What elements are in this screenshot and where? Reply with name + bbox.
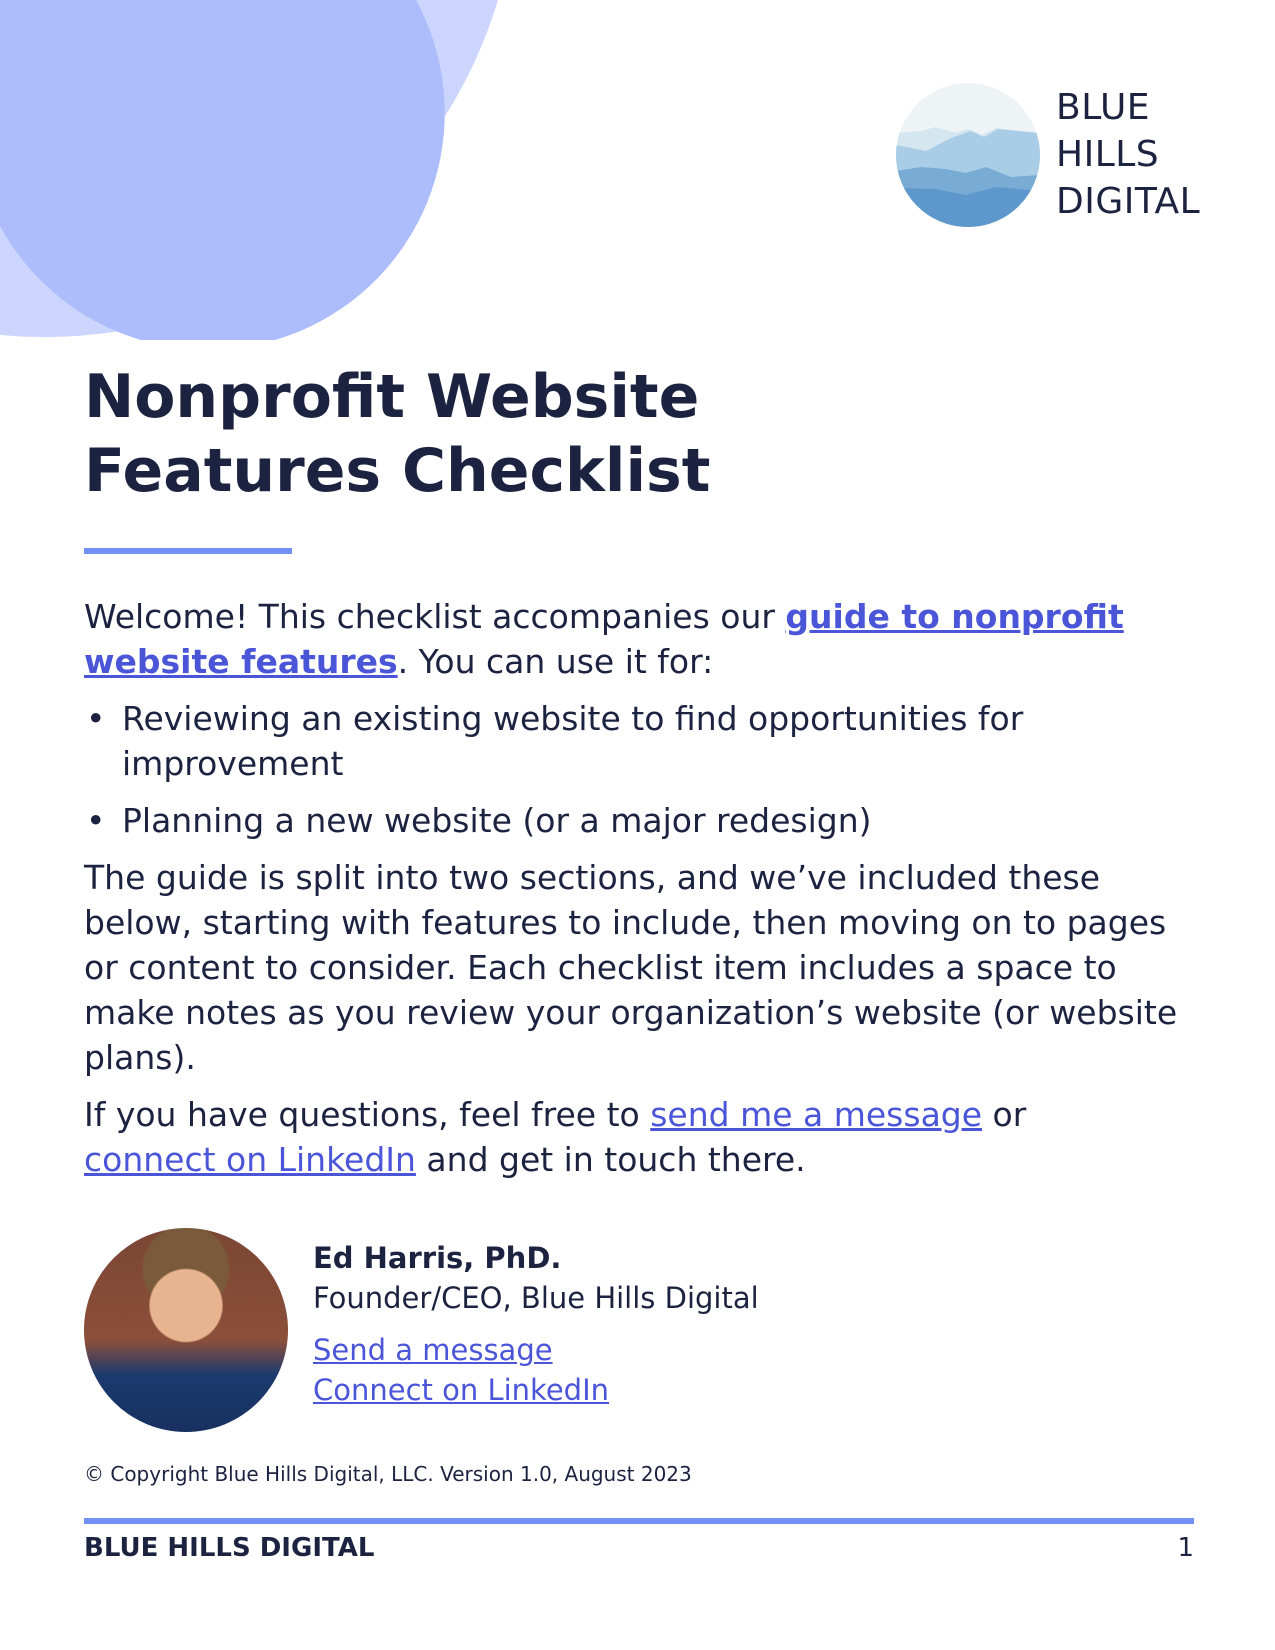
author-linkedin-link[interactable]: Connect on LinkedIn — [313, 1373, 610, 1407]
title-accent-bar — [84, 548, 292, 554]
author-avatar — [84, 1228, 288, 1432]
text: Welcome! This checklist accompanies our — [84, 597, 786, 636]
page-number: 1 — [1177, 1533, 1194, 1563]
decorative-circle-dark — [0, 0, 445, 340]
footer-divider — [84, 1518, 1194, 1524]
send-message-link[interactable]: send me a message — [650, 1095, 983, 1134]
logo-wordmark — [1056, 84, 1200, 225]
logo-line: BLUE — [1056, 87, 1151, 128]
footer-brand: BLUE HILLS DIGITAL — [84, 1533, 375, 1563]
author-name: Ed Harris, PhD. — [313, 1241, 562, 1275]
author-send-message-link[interactable]: Send a message — [313, 1333, 553, 1367]
title-line: Features Checklist — [84, 436, 711, 506]
decorative-circles — [0, 0, 520, 340]
questions-paragraph — [84, 1092, 1194, 1182]
list-item: • Reviewing an existing website to find opportunities for improvement — [84, 696, 1194, 786]
text: or — [982, 1095, 1027, 1134]
title-line: Nonprofit Website — [84, 362, 700, 432]
linkedin-link[interactable]: connect on LinkedIn — [84, 1140, 416, 1179]
text: . You can use it for: — [397, 642, 714, 681]
intro-section — [84, 594, 1194, 1194]
sections-paragraph: The guide is split into two sections, and we’ve included these below, starting with features to include, then moving on to pages or content to consider. Each checklist item includes a space to make notes as you review your organization’s website (or website plans). — [84, 858, 1178, 1077]
logo-line: HILLS — [1056, 134, 1160, 175]
guide-link[interactable]: guide to nonprofit website features — [84, 597, 1124, 681]
logo-mountains-icon — [896, 83, 1040, 227]
logo-line: DIGITAL — [1056, 181, 1201, 222]
text: and get in touch there. — [415, 1140, 806, 1179]
page-title — [84, 360, 710, 508]
author-card — [313, 1238, 759, 1410]
copyright-text: © Copyright Blue Hills Digital, LLC. Version 1.0, August 2023 — [84, 1462, 692, 1486]
use-list — [84, 696, 1194, 843]
list-item: • Planning a new website (or a major redesign) — [84, 798, 1194, 843]
welcome-paragraph — [84, 594, 1194, 684]
author-role: Founder/CEO, Blue Hills Digital — [313, 1281, 759, 1315]
text: If you have questions, feel free to — [84, 1095, 651, 1134]
